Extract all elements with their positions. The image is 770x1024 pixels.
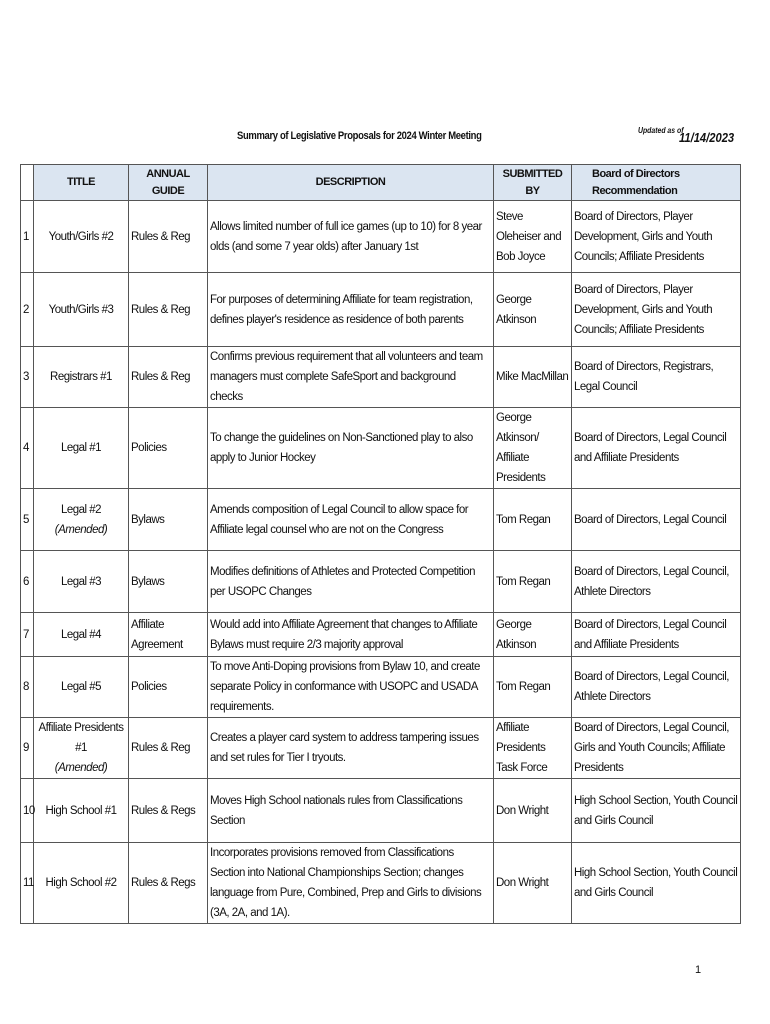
table-header-row <box>21 165 741 201</box>
description-cell: Incorporates provisions removed from Classifications Section into National Championships Section; changes language from Pure, Combined, Prep and Girls to divisions (3A, 2A, and 1A). <box>208 843 494 924</box>
annual-guide-cell: Rules & Regs <box>129 779 208 843</box>
table-row <box>21 551 741 613</box>
annual-guide-cell: Bylaws <box>129 551 208 613</box>
recommendation-cell: High School Section, Youth Council and Girls Council <box>572 779 741 843</box>
description-cell: To change the guidelines on Non-Sanctioned play to also apply to Junior Hockey <box>208 408 494 489</box>
page-number: 1 <box>695 964 702 976</box>
description-cell: Moves High School nationals rules from Classifications Section <box>208 779 494 843</box>
submitted-by-cell: Mike MacMillan <box>494 347 572 408</box>
description-cell: Confirms previous requirement that all volunteers and team managers must complete SafeSport and background checks <box>208 347 494 408</box>
table-row <box>21 657 741 718</box>
proposal-title-text: High School #2 <box>45 877 117 889</box>
table-row <box>21 408 741 489</box>
description-cell: Allows limited number of full ice games (up to 10) for 8 year olds (and some 7 year olds) after January 1st <box>208 201 494 273</box>
annual-guide-cell: Policies <box>129 657 208 718</box>
proposal-title <box>34 201 129 273</box>
proposal-title-text: Registrars #1 <box>50 371 112 383</box>
proposal-title-text: Legal #5 <box>60 681 102 693</box>
description-cell: Modifies definitions of Athletes and Protected Competition per USOPC Changes <box>208 551 494 613</box>
updated-label: Updated as of <box>638 126 684 135</box>
submitted-by-cell: Don Wright <box>494 779 572 843</box>
annual-guide-cell: Rules & Reg <box>129 201 208 273</box>
proposal-title <box>34 779 129 843</box>
proposal-title <box>34 613 129 657</box>
row-number: 3 <box>21 347 34 408</box>
annual-guide-cell: Rules & Reg <box>129 347 208 408</box>
proposal-title <box>34 408 129 489</box>
proposal-title-text: Youth/Girls #3 <box>48 303 114 316</box>
description-cell: Would add into Affiliate Agreement that changes to Affiliate Bylaws must require 2/3 majority approval <box>208 613 494 657</box>
row-number: 1 <box>21 201 34 273</box>
recommendation-cell: Board of Directors, Legal Council, Athlete Directors <box>572 551 741 613</box>
submitted-by-cell: George Atkinson <box>494 613 572 657</box>
proposal-title-text: Legal #3 <box>60 575 102 588</box>
row-number: 7 <box>21 613 34 657</box>
annual-guide-cell: Bylaws <box>129 489 208 551</box>
recommendation-cell: Board of Directors, Legal Council, Athlete Directors <box>572 657 741 718</box>
page-title: Summary of Legislative Proposals for 2024 Winter Meeting <box>237 130 482 142</box>
submitted-by-cell: Tom Regan <box>494 551 572 613</box>
table-row <box>21 201 741 273</box>
row-number: 2 <box>21 273 34 347</box>
description-cell: Creates a player card system to address tampering issues and set rules for Tier I tryouts. <box>208 718 494 779</box>
row-number: 8 <box>21 657 34 718</box>
submitted-by-cell: Tom Regan <box>494 657 572 718</box>
annual-guide-cell: Rules & Reg <box>129 273 208 347</box>
proposal-title <box>34 273 129 347</box>
proposal-title-text: Affiliate Presidents #1 <box>38 722 124 754</box>
proposals-table <box>20 164 741 924</box>
table-row <box>21 613 741 657</box>
submitted-by-cell: Don Wright <box>494 843 572 924</box>
updated-date: 11/14/2023 <box>679 130 735 145</box>
row-number: 4 <box>21 408 34 489</box>
column-header-recommendation: Board of Directors Recommendation <box>572 165 741 201</box>
recommendation-cell: Board of Directors, Legal Council, Girls and Youth Councils; Affiliate Presidents <box>572 718 741 779</box>
proposal-title-text: Legal #2 <box>60 503 102 516</box>
table-row <box>21 273 741 347</box>
proposal-title <box>34 489 129 551</box>
recommendation-cell: Board of Directors, Registrars, Legal Council <box>572 347 741 408</box>
recommendation-cell: Board of Directors, Legal Council and Affiliate Presidents <box>572 613 741 657</box>
row-number: 5 <box>21 489 34 551</box>
column-header-title: TITLE <box>34 165 129 201</box>
proposal-title <box>34 843 129 924</box>
submitted-by-cell: Steve Oleheiser and Bob Joyce <box>494 201 572 273</box>
proposal-title-text: High School #1 <box>45 804 117 817</box>
description-cell: To move Anti-Doping provisions from Bylaw 10, and create separate Policy in conformance with USOPC and USADA requirements. <box>208 657 494 718</box>
table-row <box>21 347 741 408</box>
submitted-by-cell: George Atkinson <box>494 273 572 347</box>
amended-note: (Amended) <box>54 762 108 774</box>
table-row <box>21 718 741 779</box>
recommendation-cell: Board of Directors, Legal Council <box>572 489 741 551</box>
proposal-title <box>34 347 129 408</box>
row-number: 6 <box>21 551 34 613</box>
recommendation-cell: High School Section, Youth Council and Girls Council <box>572 843 741 924</box>
row-number: 11 <box>21 843 34 924</box>
annual-guide-cell: Rules & Regs <box>129 843 208 924</box>
submitted-by-cell: Tom Regan <box>494 489 572 551</box>
table-row <box>21 843 741 924</box>
proposal-title-text: Legal #4 <box>60 628 102 641</box>
column-header-number <box>21 165 34 201</box>
proposal-title <box>34 718 129 779</box>
annual-guide-cell: Affiliate Agreement <box>129 613 208 657</box>
recommendation-cell: Board of Directors, Player Development, Girls and Youth Councils; Affiliate Presidents <box>572 273 741 347</box>
recommendation-cell: Board of Directors, Legal Council and Affiliate Presidents <box>572 408 741 489</box>
row-number: 10 <box>21 779 34 843</box>
table-row <box>21 779 741 843</box>
submitted-by-cell: George Atkinson/ Affiliate Presidents <box>494 408 572 489</box>
amended-note: (Amended) <box>54 523 108 536</box>
annual-guide-cell: Rules & Reg <box>129 718 208 779</box>
row-number: 9 <box>21 718 34 779</box>
proposal-title-text: Youth/Girls #2 <box>48 230 114 243</box>
column-header-description: DESCRIPTION <box>208 165 494 201</box>
column-header-annual-guide: ANNUAL GUIDE <box>129 165 208 201</box>
description-cell: Amends composition of Legal Council to allow space for Affiliate legal counsel who are not on the Congress <box>208 489 494 551</box>
annual-guide-cell: Policies <box>129 408 208 489</box>
proposal-title <box>34 657 129 718</box>
submitted-by-cell: Affiliate Presidents Task Force <box>494 718 572 779</box>
column-header-submitted-by: SUBMITTED BY <box>494 165 572 201</box>
proposal-title-text: Legal #1 <box>60 442 102 454</box>
table-row <box>21 489 741 551</box>
proposal-title <box>34 551 129 613</box>
recommendation-cell: Board of Directors, Player Development, Girls and Youth Councils; Affiliate Presidents <box>572 201 741 273</box>
description-cell: For purposes of determining Affiliate for team registration, defines player's residence as residence of both parents <box>208 273 494 347</box>
